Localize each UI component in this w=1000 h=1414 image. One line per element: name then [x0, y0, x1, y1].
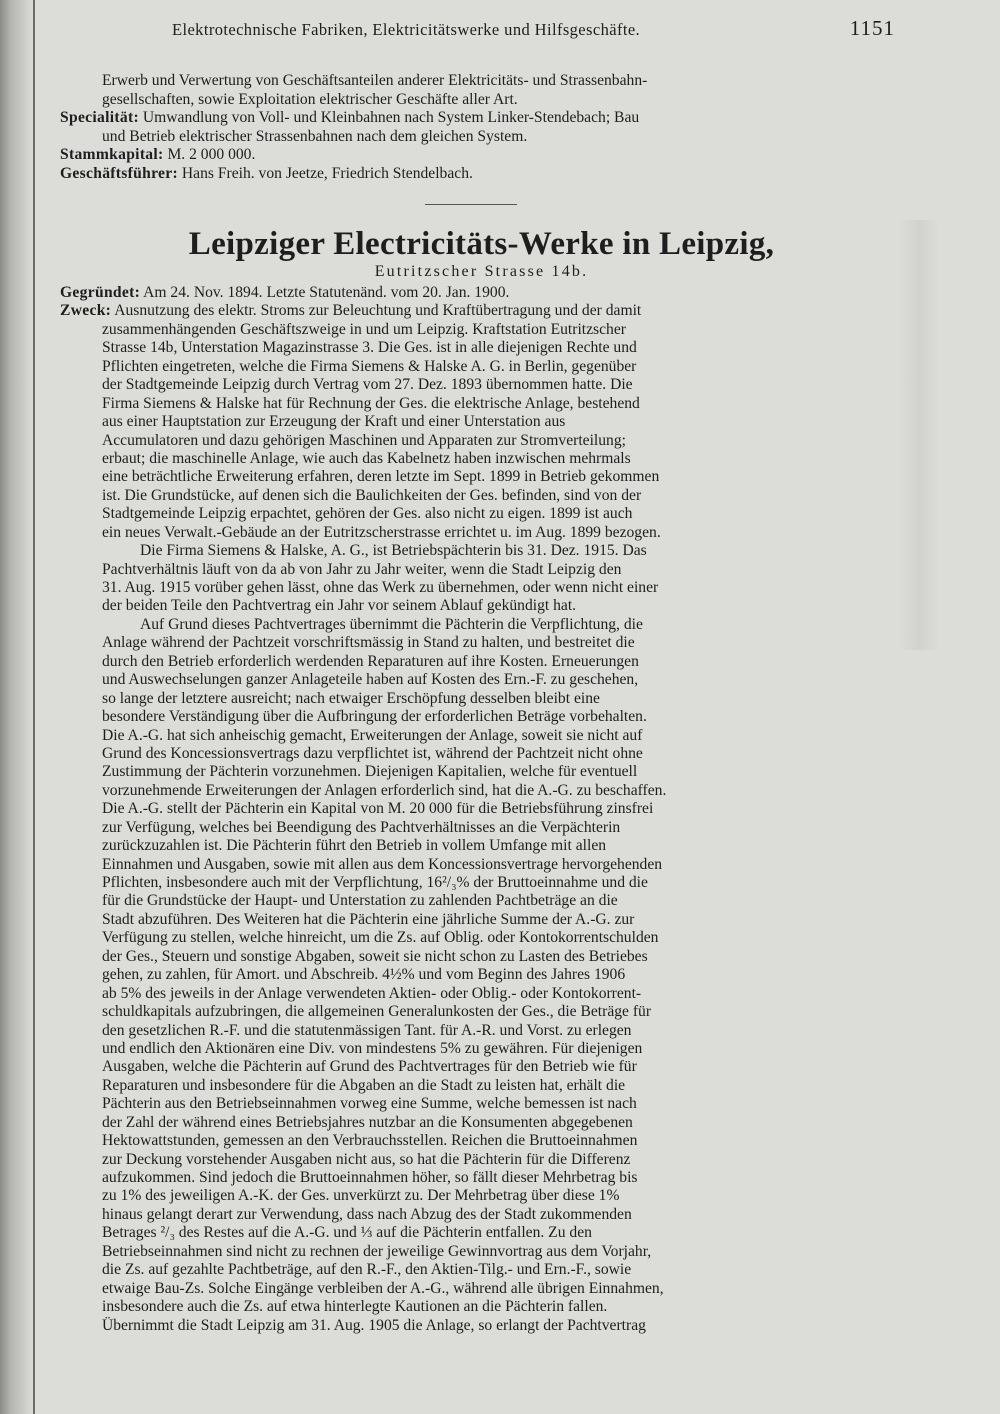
text-line: Anlage während der Pachtzeit vorschriftsmässig in Stand zu halten, und bestreitet die	[102, 634, 635, 652]
text-line: hinaus gelangt derart zur Verwendung, dass nach Abzug des der Stadt zukommenden	[102, 1205, 632, 1223]
text-line: der Zahl der während eines Betriebsjahres nutzbar an die Konsumenten abgegebenen	[102, 1113, 633, 1131]
text-line: zu 1% des jeweiligen A.-K. der Ges. unverkürzt zu. Der Mehrbetrag über diese 1%	[102, 1187, 620, 1205]
zweck-first-line: Ausnutzung des elektr. Stroms zur Beleuchtung und Kraftübertragung und der damit	[114, 302, 642, 320]
paragraph-pachtverhaeltnis	[60, 542, 903, 616]
text-line: ab 5% des jeweils in der Anlage verwendeten Aktien- oder Oblig.- oder Kontokorrent-	[102, 984, 642, 1002]
zweck-field	[60, 302, 903, 1335]
text-line: eine beträchtliche Erweiterung erfahren, deren letzte im Sept. 1899 in Betrieb gekommen	[102, 468, 660, 486]
text-line: Firma Siemens & Halske hat für Rechnung der Ges. die elektrische Anlage, bestehend	[102, 394, 640, 412]
text-line: Stadt abzuführen. Des Weiteren hat die Pächterin eine jährliche Summe der A.-G. zur	[102, 910, 635, 928]
text-line: Die A.-G. hat sich anheischig gemacht, Erweiterungen der Anlage, soweit sie nicht auf	[102, 726, 643, 744]
text-line: Pachtverhältnis läuft von da ab von Jahr zu Jahr weiter, wenn die Stadt Leipzig den	[102, 560, 622, 578]
entry-title: Leipziger Electricitäts-Werke in Leipzig,	[188, 226, 775, 262]
text-line: gesellschaften, sowie Exploitation elektrischer Geschäfte aller Art.	[102, 90, 518, 108]
text-line: Einnahmen und Ausgaben, sowie mit allen aus dem Koncessionsvertrage hervorgehenden	[102, 855, 663, 873]
gegruendet-field	[60, 284, 903, 302]
binding-edge-line	[33, 0, 35, 1414]
text-line: schuldkapitals aufzubringen, die allgemeinen Generalunkosten der Ges., die Beträge für	[102, 1003, 652, 1021]
previous-entry	[60, 72, 903, 183]
stammkapital-value: M. 2 000 000.	[167, 146, 256, 163]
text-line: für die Grundstücke der Haupt- und Unterstation zu zahlenden Pachtbeträge an die	[102, 892, 618, 910]
text-line: Pflichten eingetreten, welche die Firma Siemens & Halske A. G. in Berlin, gegenüber	[102, 357, 637, 375]
stammkapital-label: Stammkapital:	[60, 146, 164, 163]
geschaeftsfuehrer-label: Geschäftsführer:	[60, 164, 178, 182]
text-line: Verfügung zu stellen, welche hinreicht, um die Zs. auf Oblig. oder Kontokorrentschulden	[102, 929, 659, 947]
text-line: der Stadtgemeinde Leipzig durch Vertrag vom 27. Dez. 1893 übernommen hatte. Die	[102, 376, 633, 394]
running-head	[60, 14, 903, 44]
gegruendet-value: Am 24. Nov. 1894. Letzte Statutenänd. vom 20. Jan. 1900.	[143, 284, 510, 301]
geschaeftsfuehrer-field	[60, 165, 903, 184]
text-line: gehen, zu zahlen, für Amort. und Abschreib. 4½% und vom Beginn des Jahres 1906	[102, 966, 626, 984]
text-line: Zustimmung der Pächterin vorzunehmen. Diejenigen Kapitalien, welche für eventuell	[102, 763, 638, 781]
text-line: und Auswechselungen ganzer Anlageteile haben auf Kosten des Ern.-F. zu geschehen,	[102, 671, 639, 689]
text-line: Auf Grund dieses Pachtvertrages übernimmt die Pächterin die Verpflichtung, die	[140, 615, 643, 633]
text-line: etwaige Bau-Zs. Solche Eingänge verbleiben der A.-G., während alle übrigen Einnahmen,	[102, 1279, 664, 1297]
text-line: so lange der letztere ausreicht; nach etwaiger Erschöpfung desselben bleibt eine	[102, 689, 600, 707]
text-line: ist. Die Grundstücke, auf denen sich die Baulichkeiten der Ges. befinden, sind von der	[102, 486, 642, 504]
text-line: der Ges., Steuern und sonstige Abgaben, soweit sie nicht schon zu Lasten des Betriebes	[102, 947, 648, 965]
zweck-body	[60, 321, 903, 542]
text-line: Betrages ²/₃ des Restes auf die A.-G. und ⅓ auf die Pächterin entfallen. Zu den	[102, 1224, 592, 1242]
text-line: besondere Verständigung über die Aufbringung der erforderlichen Beträge vorbehalten.	[102, 708, 647, 726]
book-page	[60, 14, 903, 1335]
specialitaet-text: Umwandlung von Voll- und Kleinbahnen nach System Linker-Stendebach; Bau	[142, 109, 640, 126]
text-line: erbaut; die maschinelle Anlage, wie auch das Kabelnetz haben inzwischen mehrmals	[102, 449, 631, 467]
text-line: ein neues Verwalt.-Gebäude an der Eutritzscherstrasse errichtet u. im Aug. 1899 bezogen.	[102, 523, 661, 541]
text-line: Hektowattstunden, gemessen an den Verbrauchsstellen. Reichen die Bruttoeinnahmen	[102, 1132, 638, 1150]
text-line: der beiden Teile den Pachtvertrag ein Jahr vor seinem Ablauf gekündigt hat.	[102, 597, 577, 615]
text-line: Die A.-G. stellt der Pächterin ein Kapital von M. 20 000 für die Betriebsführung zinsfrei	[102, 800, 654, 818]
text-line: vorzunehmende Erweiterungen der Anlagen erforderlich sind, hat die A.-G. zu beschaffen.	[102, 781, 667, 799]
text-line: zurückzuzahlen ist. Die Pächterin führt den Betrieb in vollem Umfange mit allen	[102, 837, 607, 855]
text-line: Die Firma Siemens & Halske, A. G., ist Betriebspächterin bis 31. Dez. 1915. Das	[140, 542, 647, 560]
text-line: 31. Aug. 1915 vorüber gehen lässt, ohne das Werk zu übernehmen, oder wenn nicht einer	[102, 579, 659, 596]
text-line: Strasse 14b, Unterstation Magazinstrasse 3. Die Ges. ist in alle diejenigen Rechte und	[102, 339, 637, 357]
page-number: 1151	[849, 16, 895, 40]
text-line: die Zs. auf gezahlte Pachtbeträge, auf den R.-F., den Aktien-Tilg.- und Ern.-F., sowie	[102, 1261, 632, 1279]
text-line: Übernimmt die Stadt Leipzig am 31. Aug. 1905 die Anlage, so erlangt der Pachtvertrag	[102, 1316, 646, 1334]
page-smudge	[898, 220, 940, 650]
text-line: Pächterin aus den Betriebseinnahmen vorweg eine Summe, welche bemessen ist nach	[102, 1095, 637, 1113]
zweck-label: Zweck:	[60, 302, 112, 320]
book-spine-shadow	[0, 0, 34, 1414]
text-line: den gesetzlichen R.-F. und die statutenmässigen Tant. für A.-R. und Vorst. zu erlegen	[102, 1021, 632, 1039]
text-line: und endlich den Aktionären eine Div. von mindestens 5% zu gewähren. Für diejenigen	[102, 1039, 643, 1057]
company-entry	[60, 284, 903, 1335]
text-line: und Betrieb elektrischer Strassenbahnen nach dem gleichen System.	[102, 127, 528, 145]
paragraph-pachtvertrag	[60, 616, 903, 1335]
geschaeftsfuehrer-value: Hans Freih. von Jeetze, Friedrich Stendelbach.	[181, 164, 473, 182]
text-line: insbesondere auch die Zs. auf etwa hinterlegte Kautionen an die Pächterin fallen.	[102, 1298, 608, 1316]
previous-entry-continuation	[60, 72, 903, 109]
gegruendet-label: Gegründet:	[60, 284, 141, 301]
specialitaet-field	[60, 109, 903, 146]
text-line: Grund des Koncessionsvertrags dazu verpflichtet ist, während der Pachtzeit nicht ohne	[102, 744, 643, 762]
text-line: zur Deckung vorstehender Ausgaben nicht aus, so hat die Pächterin für die Differenz	[102, 1150, 631, 1168]
text-line: Ausgaben, welche die Pächterin auf Grund des Pachtvertrages für den Betrieb wie für	[102, 1058, 637, 1076]
text-line: zusammenhängenden Geschäftszweige in und um Leipzig. Kraftstation Eutritzscher	[102, 320, 626, 338]
text-line: Pflichten, insbesondere auch mit der Verpflichtung, 16²/₃% der Bruttoeinnahme und die	[102, 874, 648, 891]
text-line: durch den Betrieb erforderlich werdenden Reparaturen auf ihre Kosten. Erneuerungen	[102, 652, 639, 670]
text-line: aufzukommen. Sind jedoch die Bruttoeinnahmen höher, so fällt dieser Mehrbetrag bis	[102, 1169, 638, 1186]
stammkapital-field	[60, 146, 903, 165]
text-line: Stadtgemeinde Leipzig erpachtet, gehören der Ges. also nicht zu eigen. 1899 ist auch	[102, 505, 633, 523]
text-line: aus einer Hauptstation zur Erzeugung der Kraft und einer Unterstation aus	[102, 413, 566, 431]
text-line: Accumulatoren und dazu gehörigen Maschinen und Apparaten zur Stromverteilung;	[102, 431, 626, 449]
text-line: Erwerb und Verwertung von Geschäftsanteilen anderer Elektricitäts- und Strassenbahn-	[102, 72, 648, 89]
entry-address: Eutritzscher Strasse 14b.	[374, 263, 589, 280]
text-line: Reparaturen und insbesondere für die Abgaben an die Stadt zu leisten hat, erhält die	[102, 1076, 626, 1094]
section-divider	[425, 204, 517, 205]
text-line: Betriebseinnahmen sind nicht zu rechnen der jeweilige Gewinnvortrag aus dem Vorjahr,	[102, 1242, 652, 1260]
running-head-title: Elektrotechnische Fabriken, Elektricitätswerke und Hilfsgeschäfte.	[172, 20, 641, 39]
specialitaet-label: Specialität:	[60, 109, 139, 126]
text-line: zur Verfügung, welches bei Beendigung des Pachtverhältnisses an die Verpächterin	[102, 818, 621, 836]
